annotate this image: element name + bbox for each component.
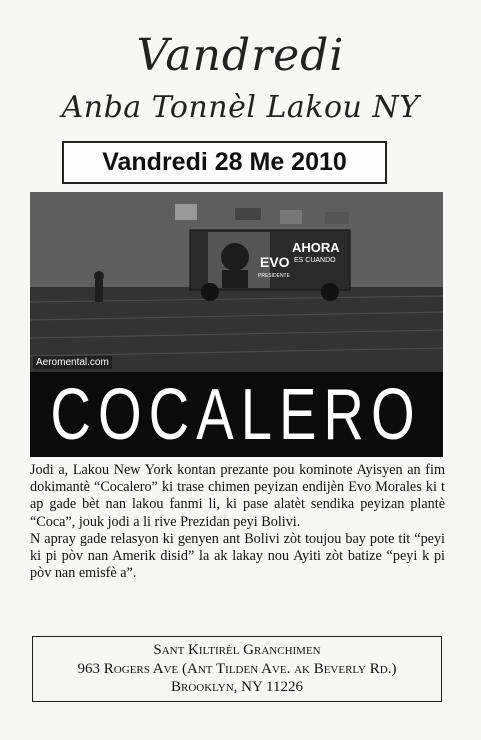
event-date-box [62, 141, 387, 184]
flyer-title: Vandredi [136, 30, 345, 81]
description-paragraph-2: N apray gade relasyon ki genyen ant Bolivi zòt toujou bay pote tit “peyi ki pi pòv nan Amerik disid” la ak lakay nou Ayiti zòt batize “peyi k pi pòv nan emisfè a”. [30, 530, 445, 582]
venue-box [32, 636, 442, 702]
venue-city: Brooklyn, NY 11226 [171, 679, 303, 695]
film-title-banner [30, 372, 443, 457]
sign-left-sub: PRESIDENTE [258, 273, 290, 279]
sign-right-sub: ES CUANDO [294, 257, 336, 264]
description-paragraph-1: Jodi a, Lakou New York kontan prezante pou kominote Ayisyen an fim dokimantè “Cocalero” ki trase chimen peyizan endijèn Evo Morales ki t ap gade bèt nan lakou fanmi li, ki pase alatèt sendika peyizan plantè “Coca”, jouk jodi a li rive Prezidan peyi Bolivi. [30, 462, 445, 530]
venue-street: 963 Rogers Ave (Ant Tilden Ave. ak Beverly Rd.) [77, 660, 397, 677]
photo-scene [30, 192, 443, 372]
photo-credit: Aeromental.com [33, 356, 112, 369]
event-date: Vandredi 28 Me 2010 [102, 148, 347, 176]
film-photo [30, 192, 443, 372]
venue-name: Sant Kiltirèl Granchimen [153, 642, 321, 658]
flyer-subtitle: Anba Tonnèl Lakou NY [61, 90, 420, 125]
description [30, 462, 445, 582]
film-title: COCALERO [50, 374, 423, 455]
sign-left: EVO [260, 254, 290, 270]
sign-right: AHORA [292, 240, 340, 255]
